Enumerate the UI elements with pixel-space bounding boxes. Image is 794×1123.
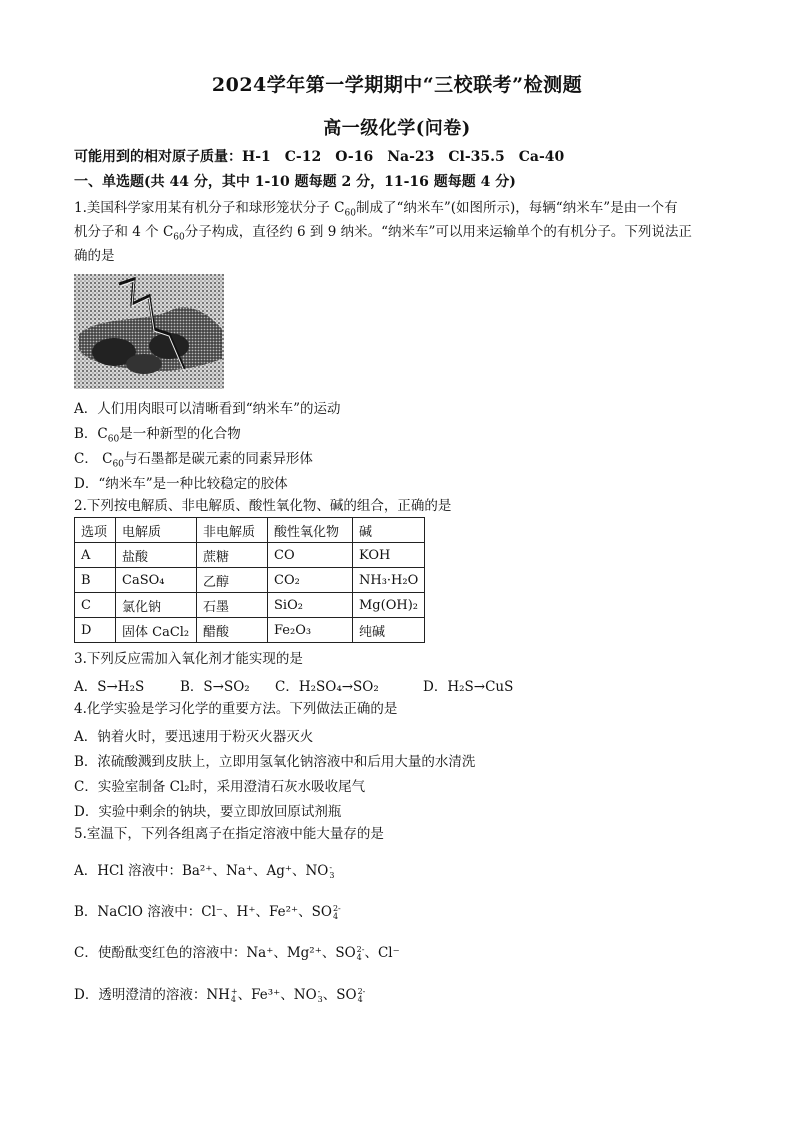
table-cell: 氯化钠 bbox=[116, 593, 197, 618]
q4-option-a: A．钠着火时，要迅速用于粉灭火器灭火 bbox=[74, 729, 314, 745]
table-cell: CO₂ bbox=[268, 568, 353, 593]
exam-subtitle: 高一级化学(问卷) bbox=[323, 118, 471, 139]
table-cell: 乙醇 bbox=[197, 568, 268, 593]
table-header-cell: 非电解质 bbox=[197, 518, 268, 543]
q5-option-b: B．NaClO 溶液中：Cl⁻、H⁺、Fe²⁺、SO 2- 4 bbox=[74, 903, 341, 921]
q3-option-a: A．S→H₂S bbox=[74, 679, 145, 695]
table-cell: 蔗糖 bbox=[197, 543, 268, 568]
q1-option-d: D．“纳米车”是一种比较稳定的胶体 bbox=[74, 476, 288, 492]
q1-option-c: C． $C_{60}$与石墨都是碳元素的同素异形体 bbox=[74, 451, 313, 470]
q4-option-d: D．实验中剩余的钠块，要立即放回原试剂瓶 bbox=[74, 804, 342, 820]
table-header-cell: 选项 bbox=[75, 518, 116, 543]
table-cell: Mg(OH)₂ bbox=[353, 593, 425, 618]
table-cell: NH₃·H₂O bbox=[353, 568, 425, 593]
q5-option-a: A．HCl 溶液中：Ba²⁺、Na⁺、Ag⁺、NO - 3 bbox=[74, 862, 335, 880]
q2-stem: 2.下列按电解质、非电解质、酸性氧化物、碱的组合，正确的是 bbox=[74, 498, 452, 514]
q1-option-a: A．人们用肉眼可以清晰看到“纳米车”的运动 bbox=[74, 401, 341, 417]
table-row bbox=[75, 543, 425, 568]
table-cell: 醋酸 bbox=[197, 618, 268, 643]
q1-stem-line1: 1.美国科学家用某有机分子和球形笼状分子 $C_{60}$制成了“纳米车”(如图所示)，每辆“纳米车”是由一个有 bbox=[74, 200, 678, 219]
q1-stem-line3: 确的是 bbox=[74, 248, 115, 264]
q1-stem-line2: 机分子和 4 个 $C_{60}$分子构成，直径约 6 到 9 纳米。“纳米车”可以用来运输单个的有机分子。下列说法正 bbox=[74, 224, 692, 243]
table-cell: 石墨 bbox=[197, 593, 268, 618]
exam-title: 2024学年第一学期期中“三校联考”检测题 bbox=[211, 74, 583, 96]
table-cell: B bbox=[75, 568, 116, 593]
q3-option-d: D．H₂S→CuS bbox=[423, 679, 514, 695]
table-cell: 固体 CaCl₂ bbox=[116, 618, 197, 643]
table-cell: CO bbox=[268, 543, 353, 568]
nanocar-image bbox=[74, 274, 224, 389]
table-cell: SiO₂ bbox=[268, 593, 353, 618]
table-cell: KOH bbox=[353, 543, 425, 568]
q5-stem: 5.室温下，下列各组离子在指定溶液中能大量存的是 bbox=[74, 826, 384, 842]
table-row bbox=[75, 618, 425, 643]
table-header-cell: 酸性氧化物 bbox=[268, 518, 353, 543]
q3-stem: 3.下列反应需加入氧化剂才能实现的是 bbox=[74, 651, 303, 667]
table-header-cell: 电解质 bbox=[116, 518, 197, 543]
q5-option-c: C．使酚酞变红色的溶液中：Na⁺、Mg²⁺、SO 2- 4 、Cl⁻ bbox=[74, 944, 400, 962]
q1-option-b: B．$C_{60}$是一种新型的化合物 bbox=[74, 426, 241, 445]
table-cell: CaSO₄ bbox=[116, 568, 197, 593]
q3-option-c: C．H₂SO₄→SO₂ bbox=[275, 679, 379, 695]
table-cell: A bbox=[75, 543, 116, 568]
q3-option-b: B．S→SO₂ bbox=[180, 679, 250, 695]
section-heading: 一、单选题(共 44 分，其中 1-10 题每题 2 分，11-16 题每题 4 分) bbox=[74, 174, 516, 190]
table-cell: C bbox=[75, 593, 116, 618]
atomic-masses: 可能用到的相对原子质量：H-1 C-12 O-16 Na-23 Cl-35.5 Ca-40 bbox=[74, 149, 565, 165]
q4-option-b: B．浓硫酸溅到皮肤上，立即用氢氧化钠溶液中和后用大量的水清洗 bbox=[74, 754, 476, 770]
q2-table bbox=[74, 517, 425, 643]
table-cell: Fe₂O₃ bbox=[268, 618, 353, 643]
table-cell: D bbox=[75, 618, 116, 643]
table-cell: 盐酸 bbox=[116, 543, 197, 568]
table-header-row bbox=[75, 518, 425, 543]
table-header-cell: 碱 bbox=[353, 518, 425, 543]
table-row bbox=[75, 568, 425, 593]
q5-option-d: D．透明澄清的溶液：NH + 4 、Fe³⁺、NO - 3 、SO 2- 4 bbox=[74, 986, 366, 1004]
table-cell: 纯碱 bbox=[353, 618, 425, 643]
table-row bbox=[75, 593, 425, 618]
q4-stem: 4.化学实验是学习化学的重要方法。下列做法正确的是 bbox=[74, 701, 398, 717]
q4-option-c: C．实验室制备 Cl₂时，采用澄清石灰水吸收尾气 bbox=[74, 779, 366, 795]
